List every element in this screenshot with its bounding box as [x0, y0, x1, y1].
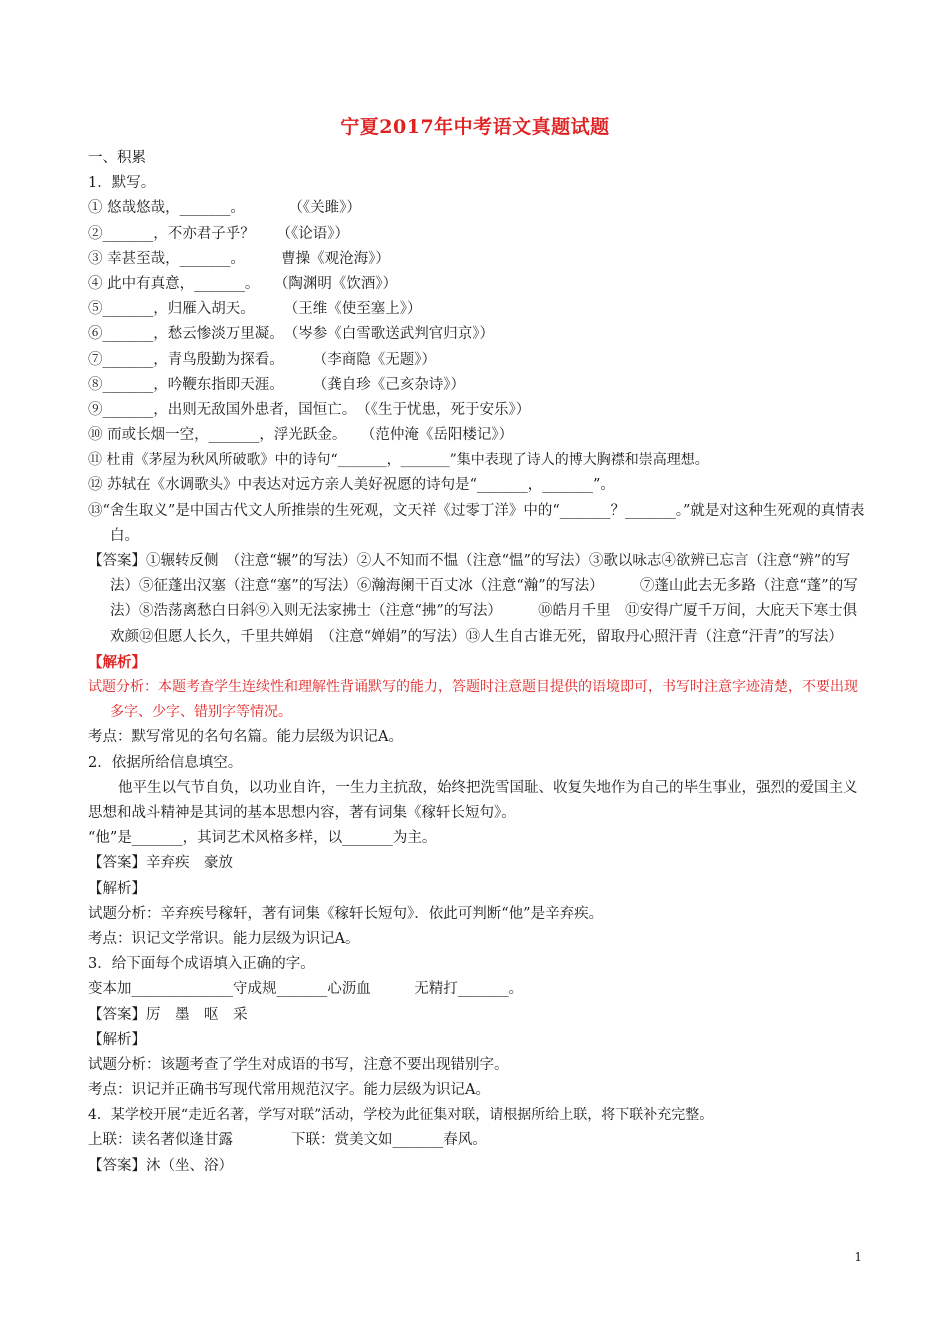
- question-1-item: ⑤_______，归雁入胡天。 （王维《使至塞上》）: [88, 301, 422, 318]
- question-3-answer: 【答案】厉 墨 呕 采: [88, 1006, 248, 1023]
- question-1-heading: 1．默写。: [88, 175, 156, 192]
- question-1-item: ③ 幸甚至哉，_______。 曹操《观沧海》）: [88, 250, 390, 267]
- question-1-item: ⑦_______，青鸟殷勤为探看。 （李商隐《无题》）: [88, 351, 436, 368]
- question-2-point: 考点：识记文学常识。能力层级为识记A。: [88, 930, 360, 947]
- question-1-item: ⑥_______，愁云惨淡万里凝。 （岑参《白雪歌送武判官归京》）: [88, 326, 494, 343]
- question-1-item: ⑧_______，吟鞭东指即天涯。 （龚自珍《己亥杂诗》）: [88, 376, 465, 393]
- question-1-answer: 【答案】①辗转反侧 （注意“辗”的写法）②人不知而不愠（注意“愠”的写法）③歌以咏志④欲辨已忘言（注意“辨”的写法）⑤征蓬出汉塞（注意“塞”的写法）⑥瀚海阑干百丈冰（注意“瀚”的写法） ⑦蓬山此去无多路（注意“蓬”的写法）⑧浩荡离愁白日斜⑨入则无法家拂士（注意“拂”的写法） ⑩皓月千里 ⑪安得广厦千万间，大庇天下寒士俱欢颜⑫但愿人长久，千里共婵娟 （注意“婵娟”的写法）⑬人生自古谁无死，留取丹心照汗青（注意“汗青”的写法）: [88, 553, 858, 645]
- question-1-item: ②_______，不亦君子乎？ （《论语》）: [88, 225, 349, 242]
- question-2-answer: 【答案】辛弃疾 豪放: [88, 855, 233, 872]
- question-3-question: 变本加______________守成规_______心沥血 无精打_______。: [88, 981, 523, 998]
- question-3-point: 考点：识记并正确书写现代常用规范汉字。能力层级为识记A。: [88, 1082, 490, 1099]
- question-1-item: ④ 此中有真意，_______。 （陶渊明《饮酒》）: [88, 275, 398, 292]
- question-1-item: ⑪ 杜甫《茅屋为秋风所破歌》中的诗句“_______，_______”集中表现了诗人的博大胸襟和崇高理想。: [88, 452, 709, 469]
- section-heading: 一、积累: [88, 150, 146, 166]
- question-1-analysis-heading: 【解析】: [88, 653, 146, 671]
- document-body: [88, 146, 868, 1179]
- question-1-item: ⑫ 苏轼在《水调歌头》中表达对远方亲人美好祝愿的诗句是“_______，_______”。: [88, 477, 615, 494]
- question-2-passage: 他平生以气节自负，以功业自许，一生力主抗敌，始终把洗雪国耻、收复失地作为自己的毕生事业，强烈的爱国主义思想和战斗精神是其词的基本思想内容，著有词集《稼轩长短句》。: [88, 779, 858, 822]
- question-1-item: ⑩ 而或长烟一空，_______，浮光跃金。 （范仲淹《岳阳楼记》）: [88, 427, 514, 444]
- question-4-answer: 【答案】沐（坐、浴）: [88, 1157, 233, 1174]
- question-4-question: 上联：读名著似逢甘露 下联：赏美文如_______春风。: [88, 1132, 487, 1149]
- question-2-analysis-heading: 【解析】: [88, 880, 146, 897]
- document-title: 宁夏2017年中考语文真题试题: [340, 116, 610, 138]
- question-2-question: “他”是_______，其词艺术风格多样，以_______为主。: [88, 830, 437, 847]
- question-1-item: ⑬“舍生取义”是中国古代文人所推崇的生死观，文天祥《过零丁洋》中的“_______？_______。”就是对这种生死观的真情表白。: [88, 502, 865, 544]
- page-number: 1: [854, 1250, 862, 1264]
- question-1-point: 考点：默写常见的名句名篇。能力层级为识记A。: [88, 729, 403, 746]
- question-3-heading: 3．给下面每个成语填入正确的字。: [88, 956, 315, 973]
- question-2-analysis: 试题分析：辛弃疾号稼轩，著有词集《稼轩长短句》．依此可判断“他”是辛弃疾。: [88, 905, 604, 922]
- question-3-analysis: 试题分析：该题考查了学生对成语的书写，注意不要出现错别字。: [88, 1056, 509, 1073]
- question-1-item: ⑨_______，出则无敌国外患者，国恒亡。 （《生于忧患，死于安乐》）: [88, 401, 531, 418]
- question-2-heading: 2．依据所给信息填空。: [88, 754, 243, 771]
- question-3-analysis-heading: 【解析】: [88, 1031, 146, 1048]
- question-1-analysis: 试题分析：本题考查学生连续性和理解性背诵默写的能力，答题时注意题目提供的语境即可，书写时注意字迹清楚，不要出现多字、少字、错别字等情况。: [88, 679, 858, 721]
- question-4-heading: 4．某学校开展“走近名著，学写对联”活动，学校为此征集对联，请根据所给上联，将下联补充完整。: [88, 1107, 714, 1124]
- question-1-item: ① 悠哉悠哉，_______。 （《关雎》）: [88, 200, 361, 217]
